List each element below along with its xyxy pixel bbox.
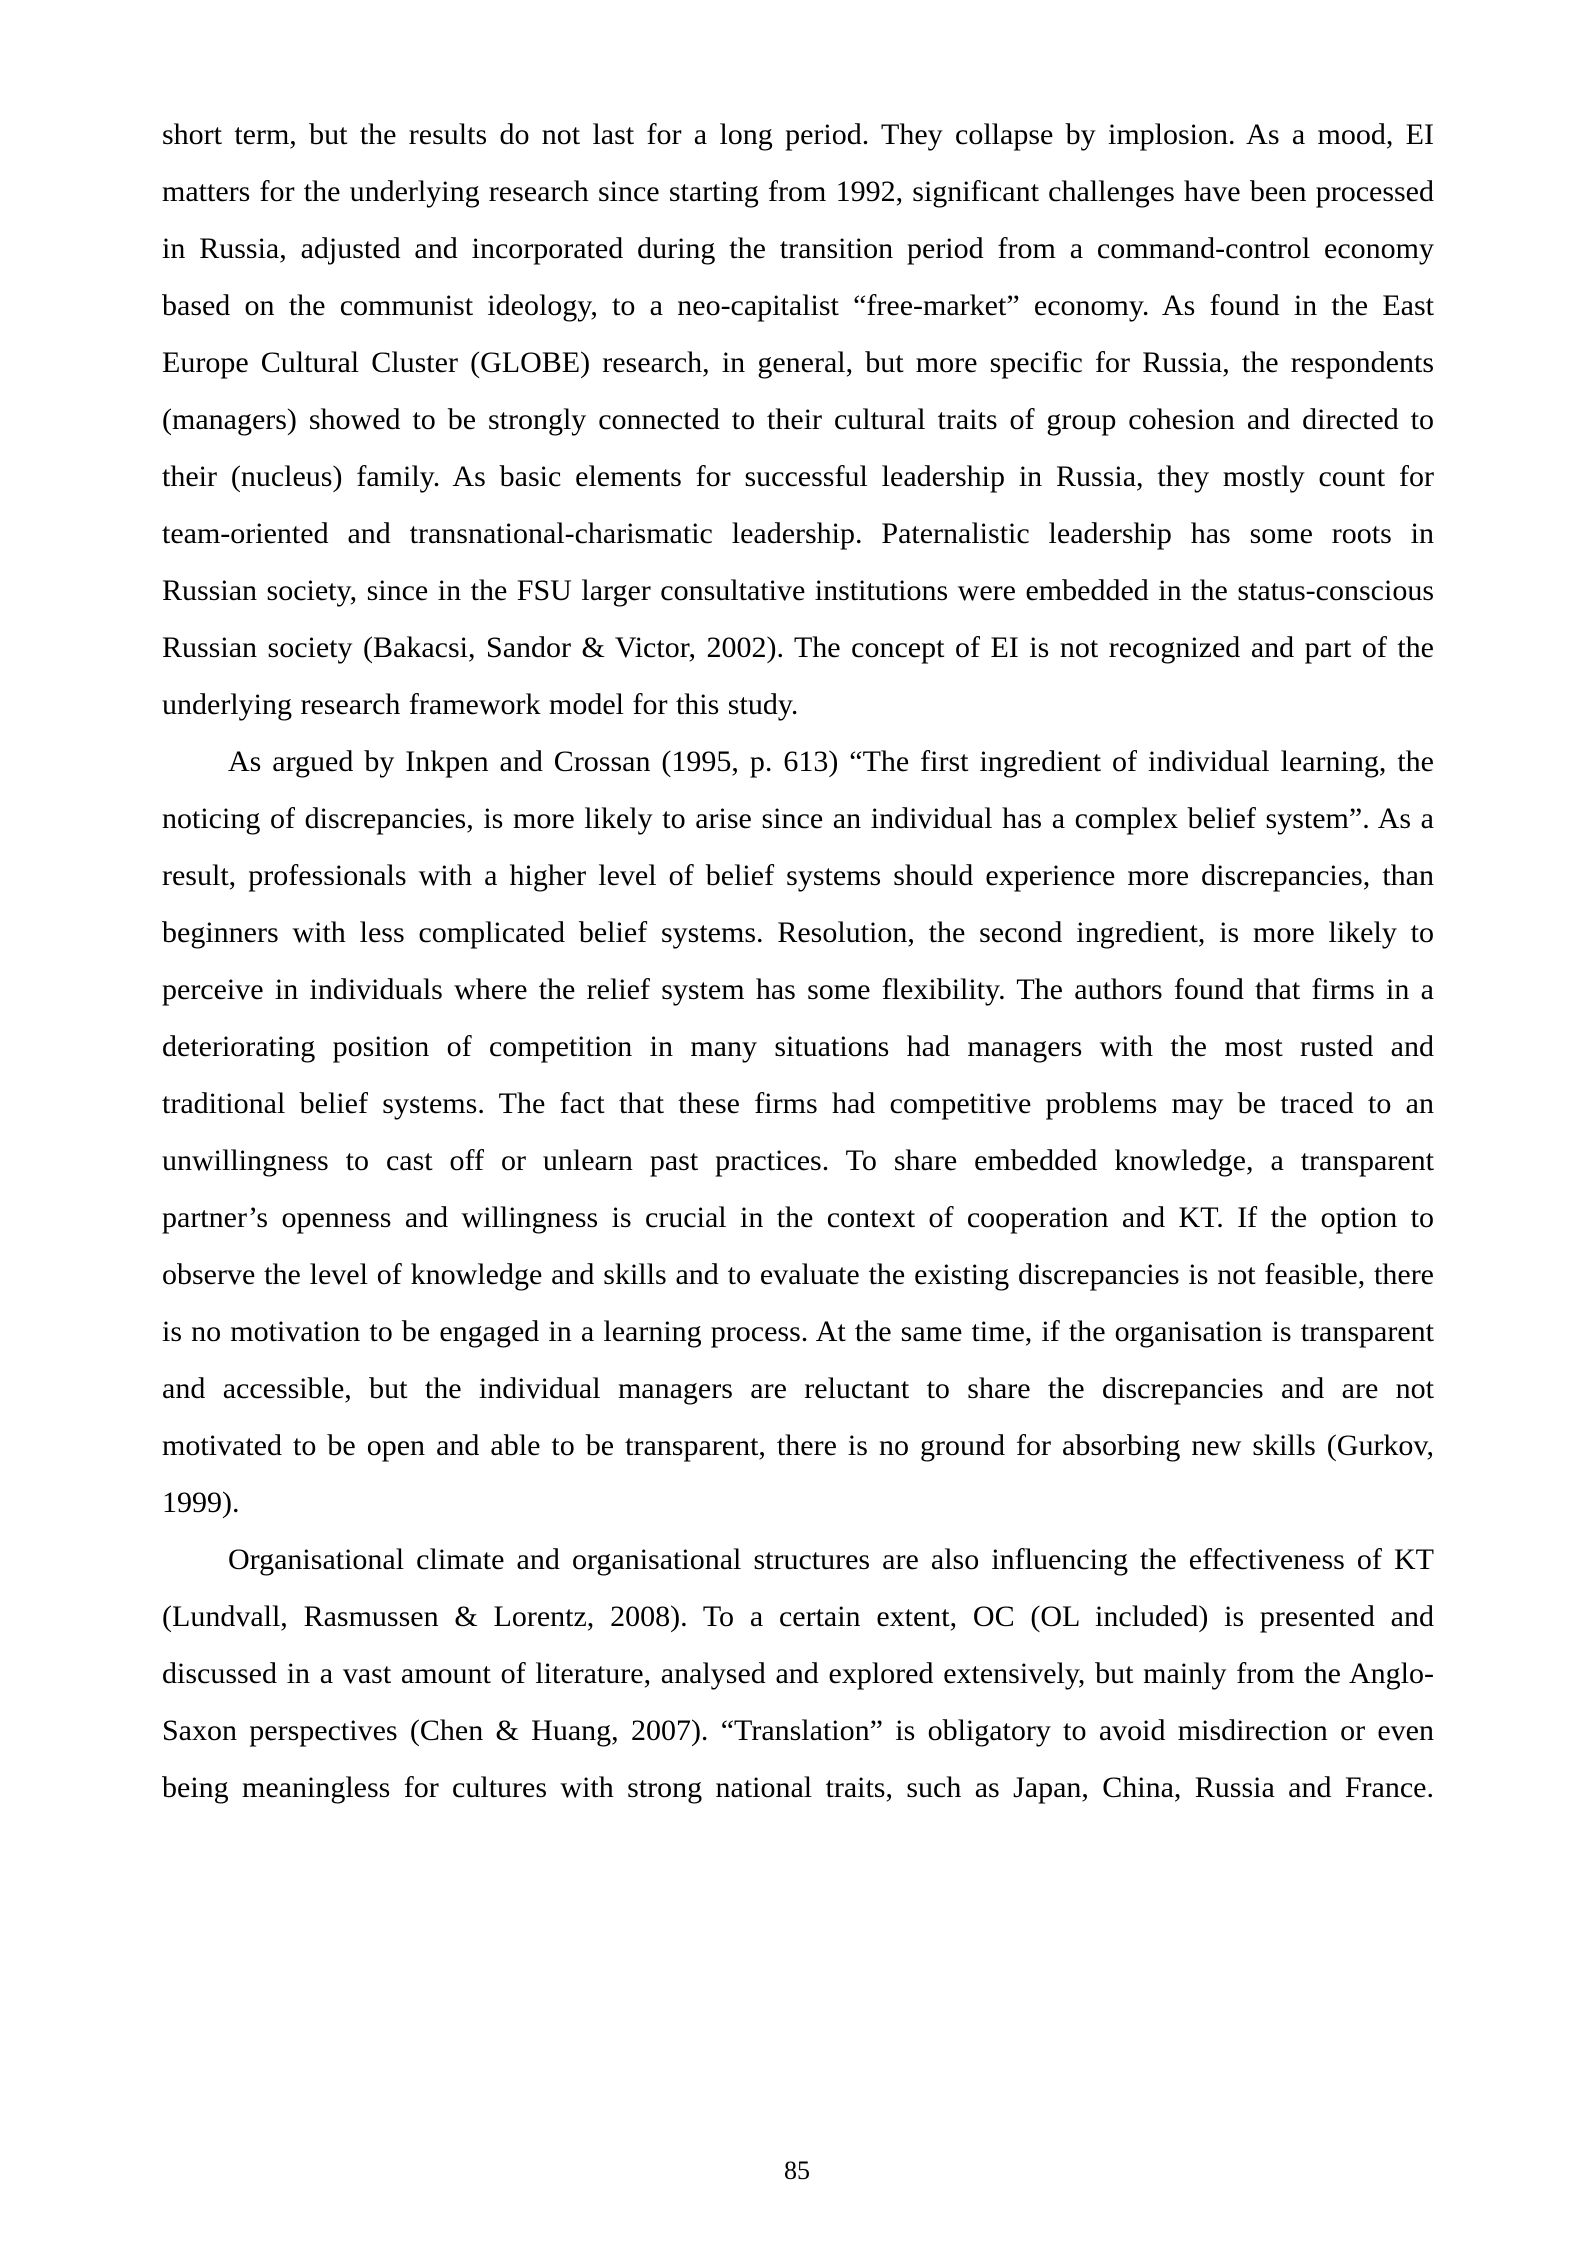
paragraph: As argued by Inkpen and Crossan (1995, p. 613) “The first ingredient of individual learning, the noticing of discrepancies, is more likely to arise since an individual has a complex belief system”. As a result, professionals with a higher level of belief systems should experience more discrepancies, than beginners with less complicated belief systems. Resolution, the second ingredient, is more likely to perceive in individuals where the relief system has some flexibility. The authors found that firms in a deteriorating position of competition in many situations had managers with the most rusted and traditional belief systems. The fact that these firms had competitive problems may be traced to an unwillingness to cast off or unlearn past practices. To share embedded knowledge, a transparent partner’s openness and willingness is crucial in the context of cooperation and KT. If the option to observe the level of knowledge and skills and to evaluate the existing discrepancies is not feasible, there is no motivation to be engaged in a learning process. At the same time, if the organisation is transparent and accessible, but the individual managers are reluctant to share the discrepancies and are not motivated to be open and able to be transparent, there is no ground for absorbing new skills (Gurkov, 1999). [162, 745, 1434, 1519]
paragraph: Organisational climate and organisational structures are also influencing the effectiveness of KT (Lundvall, Rasmussen & Lorentz, 2008). To a certain extent, OC (OL included) is presented and discussed in a vast amount of literature, analysed and explored extensively, but mainly from the Anglo-Saxon perspectives (Chen & Huang, 2007). “Translation” is obligatory to avoid misdirection or even being meaningless for cultures with strong national traits, such as Japan, China, Russia and France. [162, 1543, 1434, 1804]
paragraph-continued: short term, but the results do not last for a long period. They collapse by implosion. As a mood, EI matters for the underlying research since starting from 1992, significant challenges have been processed in Russia, adjusted and incorporated during the transition period from a command-control economy based on the communist ideology, to a neo-capitalist “free-market” economy. As found in the East Europe Cultural Cluster (GLOBE) research, in general, but more specific for Russia, the respondents (managers) showed to be strongly connected to their cultural traits of group cohesion and directed to their (nucleus) family. As basic elements for successful leadership in Russia, they mostly count for team-oriented and transnational-charismatic leadership. Paternalistic leadership has some roots in Russian society, since in the FSU larger consultative institutions were embedded in the status-conscious Russian society (Bakacsi, Sandor & Victor, 2002). The concept of EI is not recognized and part of the underlying research framework model for this study. [162, 118, 1434, 721]
page-number: 85 [784, 2156, 810, 2185]
body-text [162, 106, 1434, 1816]
